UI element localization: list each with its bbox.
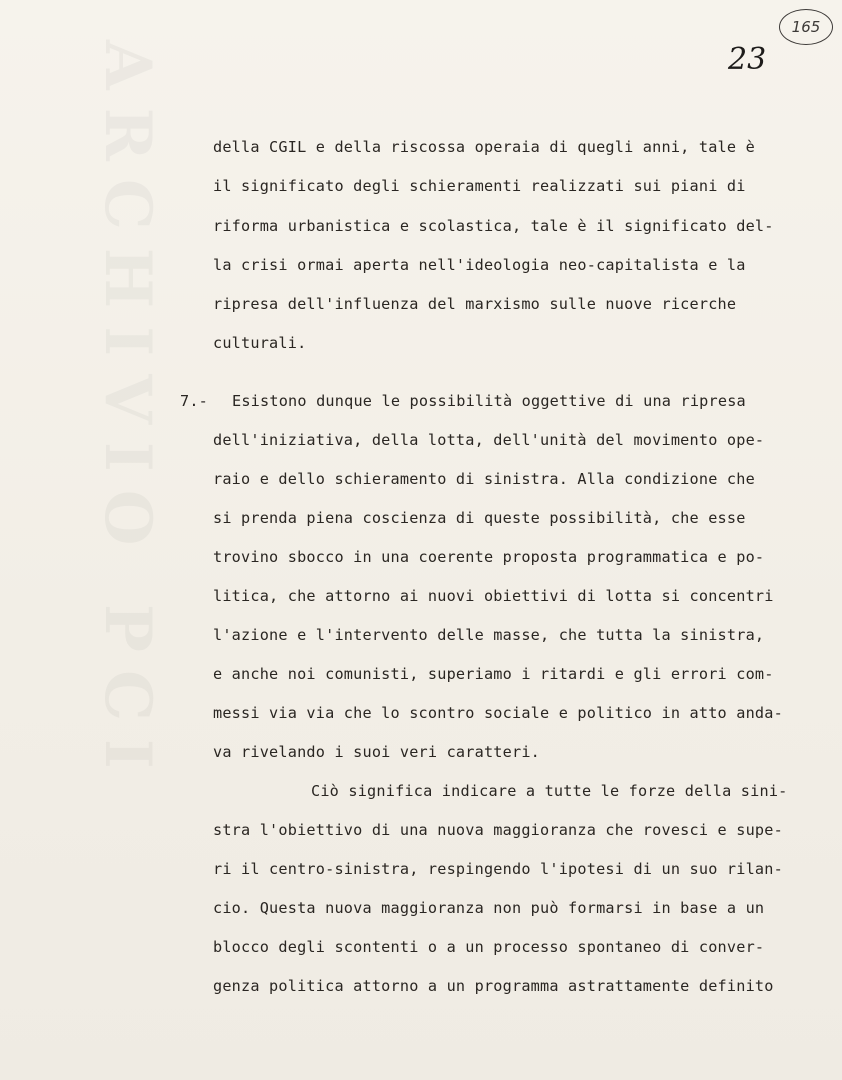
text-line: la crisi ormai aperta nell'ideologia neo-capitalista e la [213, 256, 746, 274]
text-line: cio. Questa nuova maggioranza non può formarsi in base a un [213, 899, 765, 917]
text-line: si prenda piena coscienza di queste possibilità, che esse [213, 509, 746, 527]
text-line: riforma urbanistica e scolastica, tale è il significato del- [213, 217, 774, 235]
text-line: messi via via che lo scontro sociale e politico in atto anda- [213, 704, 783, 722]
text-line: litica, che attorno ai nuovi obiettivi di lotta si concentri [213, 587, 774, 605]
text-line: della CGIL e della riscossa operaia di quegli anni, tale è [213, 138, 755, 156]
text-line: trovino sbocco in una coerente proposta programmatica e po- [213, 548, 765, 566]
text-line: Esistono dunque le possibilità oggettive di una ripresa [232, 392, 746, 410]
text-line: genza politica attorno a un programma astrattamente definito [213, 977, 774, 995]
text-line: il significato degli schieramenti realizzati sui piani di [213, 177, 746, 195]
text-line: Ciò significa indicare a tutte le forze della sini- [311, 782, 788, 800]
text-line: stra l'obiettivo di una nuova maggioranza che rovesci e supe- [213, 821, 783, 839]
text-line: raio e dello schieramento di sinistra. Alla condizione che [213, 470, 755, 488]
archive-watermark: ARCHIVIO PCI [90, 40, 165, 787]
page-number: 23 [728, 42, 767, 77]
text-line: ri il centro-sinistra, respingendo l'ipotesi di un suo rilan- [213, 860, 783, 878]
section-number: 7.- [180, 392, 209, 410]
text-line: ripresa dell'influenza del marxismo sulle nuove ricerche [213, 295, 737, 313]
text-line: l'azione e l'intervento delle masse, che tutta la sinistra, [213, 626, 765, 644]
text-line: dell'iniziativa, della lotta, dell'unità del movimento ope- [213, 431, 765, 449]
text-line: va rivelando i suoi veri caratteri. [213, 743, 541, 761]
archive-stamp: 165 [779, 9, 833, 45]
text-line: culturali. [213, 334, 307, 352]
text-line: blocco degli scontenti o a un processo spontaneo di conver- [213, 938, 765, 956]
text-line: e anche noi comunisti, superiamo i ritardi e gli errori com- [213, 665, 774, 683]
